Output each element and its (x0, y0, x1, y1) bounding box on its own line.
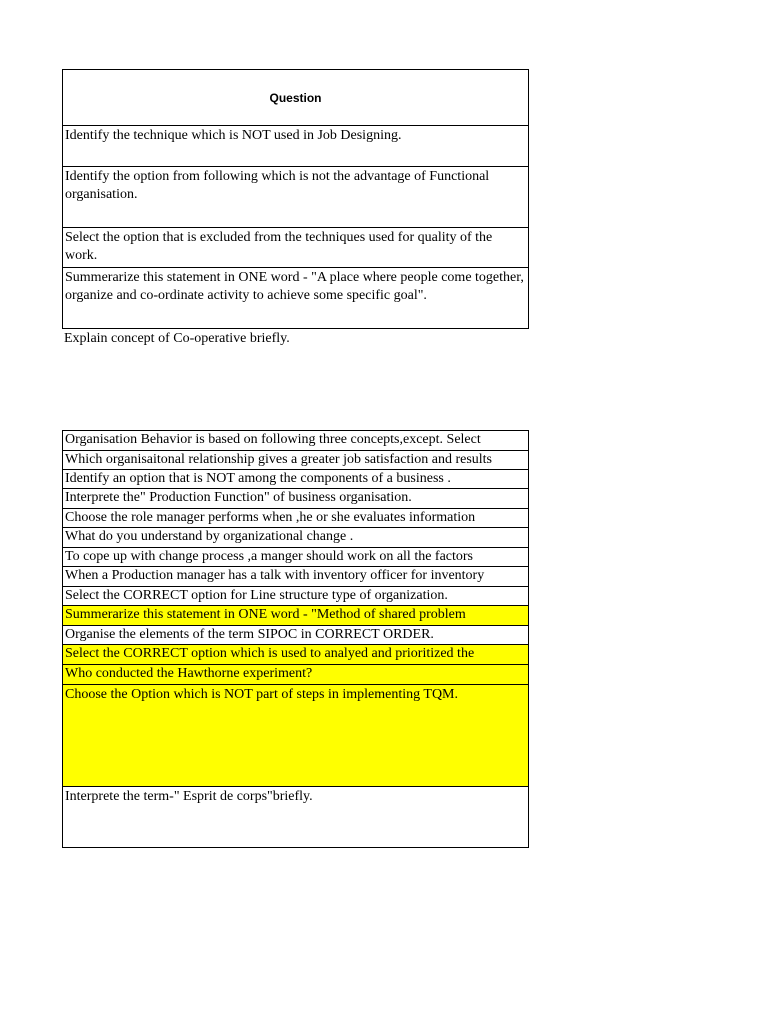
table-row: Choose the role manager performs when ,he or she evaluates information (63, 509, 529, 528)
questions-table-bottom (62, 430, 529, 848)
table-row-highlighted: Summerarize this statement in ONE word - "Method of shared problem (63, 606, 529, 626)
table-row: Identify the option from following which is not the advantage of Functional organisation. (63, 167, 529, 228)
table-row: Organisation Behavior is based on following three concepts,except. Select (63, 431, 529, 451)
table-row: What do you understand by organizational change . (63, 528, 529, 548)
table-row: When a Production manager has a talk with inventory officer for inventory (63, 567, 529, 587)
table-row: Organise the elements of the term SIPOC in CORRECT ORDER. (63, 626, 529, 645)
table-row: Select the option that is excluded from the techniques used for quality of the work. (63, 228, 529, 268)
table-row: Identify an option that is NOT among the components of a business . (63, 470, 529, 489)
table-row: Select the CORRECT option for Line structure type of organization. (63, 587, 529, 606)
table-row: Summerarize this statement in ONE word - "A place where people come together, organize and co-ordinate activity to achieve some specific goal". (63, 268, 529, 329)
table-row-highlighted: Choose the Option which is NOT part of steps in implementing TQM. (63, 685, 529, 787)
table-row-highlighted: Select the CORRECT option which is used to analyed and prioritized the (63, 645, 529, 665)
table-row-highlighted: Who conducted the Hawthorne experiment? (63, 665, 529, 685)
column-header-question: Question (63, 70, 529, 126)
table-row: Which organisaitonal relationship gives a greater job satisfaction and results (63, 451, 529, 470)
table-row: Identify the technique which is NOT used in Job Designing. (63, 126, 529, 167)
table-row: To cope up with change process ,a manger should work on all the factors (63, 548, 529, 567)
questions-table-top (62, 69, 529, 329)
free-text-question: Explain concept of Co-operative briefly. (64, 331, 290, 346)
table-row: Interprete the term-" Esprit de corps"briefly. (63, 787, 529, 848)
table-row: Interprete the" Production Function" of business organisation. (63, 489, 529, 509)
